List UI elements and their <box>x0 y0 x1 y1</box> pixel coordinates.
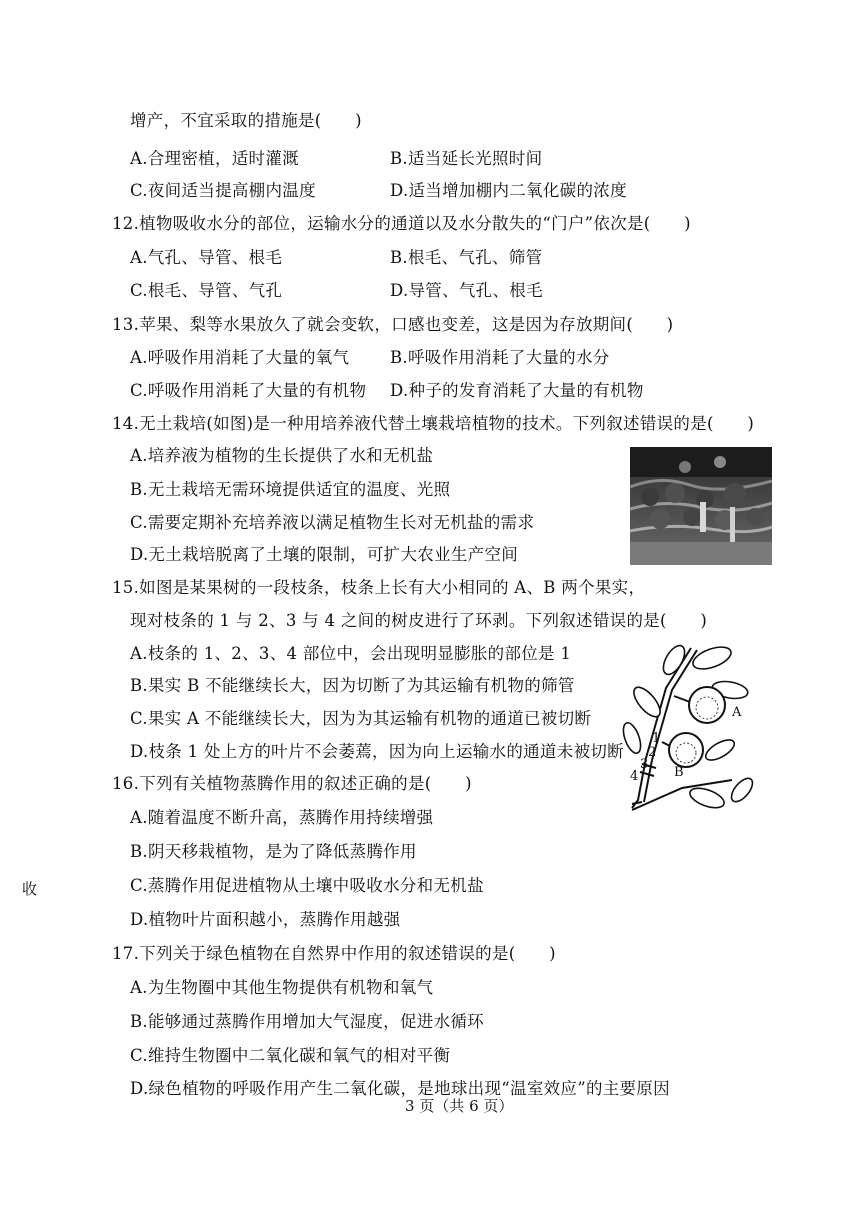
q17-option-a: A.为生物圈中其他生物提供有机物和氧气 <box>130 978 434 997</box>
q16-option-b: B.阴天移栽植物，是为了降低蒸腾作用 <box>130 842 417 861</box>
page-footer: 3 页（共 6 页） <box>405 1097 514 1115</box>
q15-stem-line1: 15.如图是某果树的一段枝条，枝条上长有大小相同的 A、B 两个果实， <box>112 578 646 597</box>
q11-option-b: B.适当延长光照时间 <box>390 149 543 168</box>
hydroponics-photo <box>630 447 772 565</box>
q15-option-b: B.果实 B 不能继续长大，因为切断了为其运输有机物的筛管 <box>130 676 575 695</box>
q13-option-c: C.呼吸作用消耗了大量的有机物 <box>130 381 367 400</box>
margin-text: 收 <box>22 880 38 898</box>
q11-option-d: D.适当增加棚内二氧化碳的浓度 <box>390 181 627 200</box>
q13-option-b: B.呼吸作用消耗了大量的水分 <box>390 348 610 367</box>
q12-option-a: A.气孔、导管、根毛 <box>130 248 283 267</box>
q15-option-a: A.枝条的 1、2、3、4 部位中，会出现明显膨胀的部位是 1 <box>130 644 572 663</box>
q17-option-b: B.能够通过蒸腾作用增加大气湿度，促进水循环 <box>130 1012 484 1031</box>
label-1: 1 <box>652 731 661 746</box>
q16-stem: 16.下列有关植物蒸腾作用的叙述正确的是( ) <box>112 774 472 793</box>
label-3: 3 <box>640 757 649 772</box>
q14-option-a: A.培养液为植物的生长提供了水和无机盐 <box>130 446 434 465</box>
q11-stem-tail: 增产，不宜采取的措施是( ) <box>130 111 362 130</box>
q17-option-c: C.维持生物圈中二氧化碳和氧气的相对平衡 <box>130 1046 451 1065</box>
q14-stem: 14.无土栽培(如图)是一种用培养液代替土壤栽培植物的技术。下列叙述错误的是( ) <box>112 414 755 433</box>
q11-option-a: A.合理密植，适时灌溉 <box>130 149 299 168</box>
q15-stem-line2: 现对枝条的 1 与 2、3 与 4 之间的树皮进行了环剥。下列叙述错误的是( ) <box>130 611 708 630</box>
q15-option-c: C.果实 A 不能继续长大，因为为其运输有机物的通道已被切断 <box>130 709 592 728</box>
q13-stem: 13.苹果、梨等水果放久了就会变软，口感也变差，这是因为存放期间( ) <box>112 315 674 334</box>
fruit-b-icon <box>669 733 703 767</box>
q13-option-a: A.呼吸作用消耗了大量的氧气 <box>130 348 350 367</box>
branch-diagram <box>612 630 762 820</box>
q17-option-d: D.绿色植物的呼吸作用产生二氧化碳，是地球出现“温室效应”的主要原因 <box>130 1079 670 1098</box>
q12-option-d: D.导管、气孔、根毛 <box>390 281 543 300</box>
label-2: 2 <box>648 745 657 760</box>
q17-stem: 17.下列关于绿色植物在自然界中作用的叙述错误的是( ) <box>112 944 556 963</box>
q12-option-c: C.根毛、导管、气孔 <box>130 281 283 300</box>
label-b: B <box>674 765 684 780</box>
q15-option-d: D.枝条 1 处上方的叶片不会萎蔫，因为向上运输水的通道未被切断 <box>130 742 624 761</box>
q16-option-a: A.随着温度不断升高，蒸腾作用持续增强 <box>130 808 434 827</box>
q16-option-d: D.植物叶片面积越小，蒸腾作用越强 <box>130 910 401 929</box>
fruit-a-icon <box>689 687 725 723</box>
q11-option-c: C.夜间适当提高棚内温度 <box>130 181 316 200</box>
q12-stem: 12.植物吸收水分的部位，运输水分的通道以及水分散失的“门户”依次是( ) <box>112 214 691 233</box>
label-4: 4 <box>630 769 639 784</box>
label-a: A <box>732 705 742 720</box>
q13-option-d: D.种子的发育消耗了大量的有机物 <box>390 381 644 400</box>
q14-option-c: C.需要定期补充培养液以满足植物生长对无机盐的需求 <box>130 513 535 532</box>
q14-option-b: B.无土栽培无需环境提供适宜的温度、光照 <box>130 480 451 499</box>
q14-option-d: D.无土栽培脱离了土壤的限制，可扩大农业生产空间 <box>130 545 519 564</box>
q16-option-c: C.蒸腾作用促进植物从土壤中吸收水分和无机盐 <box>130 876 484 895</box>
q12-option-b: B.根毛、气孔、筛管 <box>390 248 543 267</box>
